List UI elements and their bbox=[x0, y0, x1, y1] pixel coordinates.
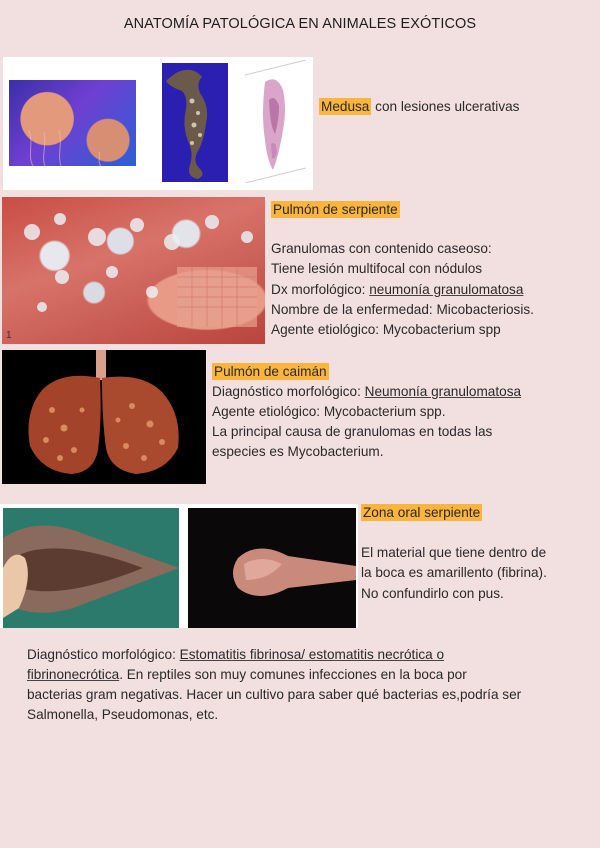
snake-line-5: Agente etiológico: Mycobacterium spp bbox=[271, 322, 501, 337]
histology-slide-photo bbox=[243, 60, 308, 183]
medusa-caption-rest: con lesiones ulcerativas bbox=[371, 99, 520, 114]
caiman-diagnosis: Neumonía granulomatosa bbox=[364, 384, 522, 399]
snake-line-4: Nombre de la enfermedad: Micobacteriosis. bbox=[271, 302, 534, 317]
medusa-highlight: Medusa bbox=[321, 99, 370, 114]
caiman-line-2: Agente etiológico: Mycobacterium spp. bbox=[212, 404, 446, 419]
seahorse-photo bbox=[162, 63, 228, 182]
snake-diagnosis: neumonía granulomatosa bbox=[369, 282, 524, 297]
oral-line-2: la boca es amarillento (fibrina). bbox=[361, 565, 547, 580]
oral-line-3: No confundirlo con pus. bbox=[361, 586, 504, 601]
bottom-line-4: Salmonella, Pseudomonas, etc. bbox=[27, 707, 219, 722]
oral-diagnosis-part-1: Estomatitis fibrinosa/ estomatitis necrótica o bbox=[179, 647, 445, 662]
oral-heading: Zona oral serpiente bbox=[363, 505, 481, 520]
snake-lung-heading: Pulmón de serpiente bbox=[273, 202, 398, 217]
snake-line-2: Tiene lesión multifocal con nódulos bbox=[271, 261, 483, 276]
jellyfish-photo bbox=[9, 80, 136, 166]
bottom-line-1: Diagnóstico morfológico: Estomatitis fibrinosa/ estomatitis necrótica o bbox=[27, 647, 445, 662]
medusa-caption bbox=[319, 97, 519, 117]
bottom-line-3: bacterias gram negativas. Hacer un cultivo para saber qué bacterias es,podría ser bbox=[27, 687, 522, 702]
caiman-lung-photo bbox=[2, 350, 206, 484]
oral-line-1: El material que tiene dentro de bbox=[361, 545, 547, 560]
oral-diagnosis-part-2: fibrinonecrótica bbox=[27, 667, 120, 682]
bottom-line-2: fibrinonecrótica. En reptiles son muy comunes infecciones en la boca por bbox=[27, 667, 467, 682]
caiman-line-3: La principal causa de granulomas en todas las bbox=[212, 424, 493, 439]
page-title: ANATOMÍA PATOLÓGICA EN ANIMALES EXÓTICOS bbox=[123, 16, 477, 32]
snake-mouth-photo-2 bbox=[188, 508, 356, 628]
caiman-line-1: Diagnóstico morfológico: Neumonía granulomatosa bbox=[212, 384, 522, 399]
figure-number: 1 bbox=[6, 330, 12, 341]
snake-lung-photo bbox=[2, 197, 265, 344]
caiman-lung-heading: Pulmón de caimán bbox=[214, 364, 327, 379]
snake-mouth-photo-1 bbox=[3, 508, 179, 628]
caiman-line-4: especies es Mycobacterium. bbox=[212, 444, 384, 459]
snake-line-1: Granulomas con contenido caseoso: bbox=[271, 241, 492, 256]
snake-line-3: Dx morfológico: neumonía granulomatosa bbox=[271, 282, 524, 297]
